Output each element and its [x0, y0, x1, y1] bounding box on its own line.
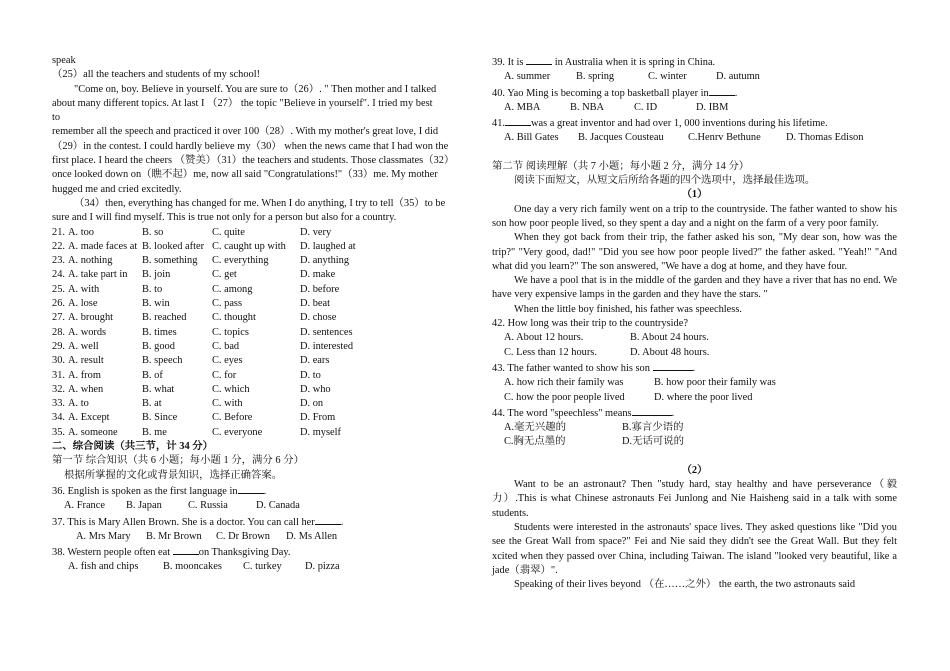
passage-line: （25）all the teachers and students of my school!: [52, 69, 261, 81]
question-36-options: [52, 499, 460, 513]
option-d[interactable]: D. where the poor lived: [654, 391, 753, 403]
option-c[interactable]: C. thought: [212, 312, 256, 324]
subsection-title: 第一节 综合知识（共 6 小题；每小题 1 分，满分 6 分）: [52, 455, 304, 467]
question-number: 23.: [52, 255, 65, 267]
option-c[interactable]: C. Before: [212, 412, 253, 424]
option-d[interactable]: D. laughed at: [300, 240, 356, 252]
option-b[interactable]: B. Jacques Cousteau: [578, 132, 664, 144]
option-b[interactable]: B. spring: [576, 71, 615, 83]
option-d[interactable]: D. very: [300, 226, 332, 238]
question-42-stem: 42. How long was their trip to the countryside?: [492, 318, 688, 330]
option-b[interactable]: B. About 24 hours.: [630, 332, 709, 344]
choice-row: [52, 340, 460, 354]
choice-row: [52, 283, 460, 297]
option-a[interactable]: A. France: [64, 500, 105, 512]
question-38-stem: 38. Western people often eat on Thanksgiving Day.: [52, 544, 460, 560]
option-d[interactable]: D. anything: [300, 255, 350, 267]
option-b[interactable]: B. reached: [142, 312, 187, 324]
option-c[interactable]: C. everyone: [212, 426, 263, 438]
instruction: 根据所掌握的文化或背景知识，选择正确答案。: [64, 469, 283, 481]
option-c[interactable]: C. ID: [634, 101, 658, 113]
option-b[interactable]: B. times: [142, 326, 177, 338]
option-c[interactable]: C. pass: [212, 298, 243, 310]
question-36-stem: 36. English is spoken as the first language in .: [52, 483, 460, 499]
option-b[interactable]: B. speech: [142, 355, 183, 367]
question-39-stem: 39. It is in Australia when it is spring in China.: [492, 54, 897, 70]
option-b[interactable]: B. NBA: [570, 101, 605, 113]
question-number: 33.: [52, 398, 65, 410]
option-c[interactable]: C. quite: [212, 226, 245, 238]
question-40-stem: 40. Yao Ming is becoming a top basketball player in .: [492, 85, 897, 101]
question-37-options: [52, 530, 460, 544]
option-a[interactable]: A. words: [68, 326, 107, 338]
option-a[interactable]: A. brought: [68, 312, 114, 324]
option-b[interactable]: B. something: [142, 255, 198, 267]
right-column: [492, 54, 897, 592]
choice-row: [52, 369, 460, 383]
option-a[interactable]: A. MBA: [504, 101, 541, 113]
option-d[interactable]: D. before: [300, 283, 340, 295]
option-a[interactable]: A.毫无兴趣的: [504, 422, 567, 434]
option-c[interactable]: C. eyes: [212, 355, 243, 367]
option-d[interactable]: D. to: [300, 369, 321, 381]
option-c[interactable]: C. among: [212, 283, 253, 295]
choice-row: [52, 326, 460, 340]
choice-row: [52, 297, 460, 311]
passage-line: （29）in the contest. I could hardly believe my（30） when the news came that I had won the: [52, 140, 449, 152]
question-44-stem: 44. The word "speechless" means .: [492, 405, 897, 421]
question-number: 31.: [52, 369, 65, 381]
question-43-options-1: [492, 376, 897, 390]
passage-line: to: [52, 112, 61, 124]
question-43-options-2: [492, 391, 897, 405]
question-39-options: [492, 70, 897, 84]
option-d[interactable]: D.无话可说的: [622, 436, 685, 448]
option-a[interactable]: A. with: [68, 283, 100, 295]
option-a[interactable]: A. result: [68, 355, 104, 367]
option-d[interactable]: D. IBM: [696, 101, 729, 113]
passage-line: about many different topics. At last I （27） the topic "Believe in yourself". I tried my best: [52, 97, 433, 109]
option-b[interactable]: B. looked after: [142, 240, 205, 252]
option-d[interactable]: D. Ms Allen: [286, 530, 338, 542]
option-d[interactable]: D. sentences: [300, 326, 353, 338]
option-b[interactable]: B. win: [142, 298, 170, 310]
option-a[interactable]: A. well: [68, 340, 99, 352]
option-a[interactable]: A. how rich their family was: [504, 377, 624, 389]
option-a[interactable]: A. lose: [68, 298, 98, 310]
option-c[interactable]: C. Less than 12 hours.: [504, 346, 597, 358]
option-b[interactable]: B. Mr Brown: [146, 530, 202, 542]
option-c[interactable]: C. Russia: [188, 500, 228, 512]
option-a[interactable]: A. Except: [68, 412, 110, 424]
question-number: 25.: [52, 283, 65, 295]
option-b[interactable]: B. me: [142, 426, 167, 438]
option-d[interactable]: D. autumn: [716, 71, 760, 83]
question-number: 34.: [52, 412, 65, 424]
passage-paragraph: Students were interested in the astronauts' space lives. They asked questions like "Did you see the Great Wall from space?" Fei and Nie said they didn't see the Great Wall. But they felt xcited when they passed over China, including Taiwan. The island "looked very beautiful, like a jade（翡翠）".: [492, 521, 897, 576]
choice-row: [52, 383, 460, 397]
passage-line: "Come on, boy. Believe in yourself. You are sure to（26）. " Then mother and I talked: [74, 83, 437, 95]
option-b[interactable]: B. how poor their family was: [654, 377, 776, 389]
option-d[interactable]: D. interested: [300, 340, 354, 352]
option-b[interactable]: B. to: [142, 283, 163, 295]
question-number: 22.: [52, 240, 65, 252]
option-a[interactable]: A. from: [68, 369, 101, 381]
option-c[interactable]: C. winter: [648, 71, 687, 83]
question-42-options-1: [492, 331, 897, 345]
option-c[interactable]: C. turkey: [243, 561, 282, 573]
option-b[interactable]: B. so: [142, 226, 164, 238]
passage-line: remember all the speech and practiced it over 100（28）. With my mother's great love, I did: [52, 126, 439, 138]
cloze-choices: [52, 226, 460, 440]
choice-row: [52, 397, 460, 411]
question-number: 26.: [52, 298, 65, 310]
option-c[interactable]: C. Dr Brown: [216, 530, 270, 542]
option-d[interactable]: D. chose: [300, 312, 337, 324]
passage-line: hugged me and cried excitedly.: [52, 183, 182, 195]
option-a[interactable]: A. made faces at: [68, 240, 138, 252]
option-c[interactable]: C. get: [212, 269, 237, 281]
section-title: 二、综合阅读（共三节，计 34 分）: [52, 441, 214, 453]
passage-line: （34）then, everything has changed for me. When I do anything, I try to tell（35）to be: [74, 197, 446, 209]
passage-paragraph: One day a very rich family went on a trip to the countryside. The father wanted to show his son how poor people lived, so they spent a day and a night on the farm of a very poor family.: [492, 203, 897, 229]
option-b[interactable]: B.寡言少语的: [622, 422, 684, 434]
option-a[interactable]: A. Mrs Mary: [76, 530, 131, 542]
question-number: 29.: [52, 340, 65, 352]
passage-number: （1）: [681, 189, 708, 201]
option-c[interactable]: C. caught up with: [212, 240, 286, 252]
option-c[interactable]: C. bad: [212, 340, 240, 352]
option-c[interactable]: C. topics: [212, 326, 249, 338]
subsection-title: 第二节 阅读理解（共 7 小题；每小题 2 分，满分 14 分）: [492, 160, 750, 172]
question-42-options-2: [492, 346, 897, 360]
option-a[interactable]: A. summer: [504, 71, 551, 83]
option-d[interactable]: D. make: [300, 269, 336, 281]
choice-row: [52, 240, 460, 254]
question-41-options: [492, 131, 897, 145]
question-44-options-1: [492, 421, 897, 435]
option-b[interactable]: B. Since: [142, 412, 178, 424]
passage-paragraph: When the little boy finished, his father was speechless.: [514, 303, 742, 315]
question-number: 24.: [52, 269, 65, 281]
option-c[interactable]: C. everything: [212, 255, 269, 267]
option-a[interactable]: A. Bill Gates: [504, 132, 559, 144]
question-43-stem: 43. The father wanted to show his son .: [492, 360, 897, 376]
option-d[interactable]: D. beat: [300, 298, 331, 310]
left-column: [52, 54, 460, 575]
question-number: 21.: [52, 226, 65, 238]
choice-row: [52, 411, 460, 425]
option-a[interactable]: A. nothing: [68, 255, 113, 267]
option-b[interactable]: B. of: [142, 369, 163, 381]
option-d[interactable]: D. Thomas Edison: [786, 132, 864, 144]
option-d[interactable]: D. From: [300, 412, 336, 424]
question-38-options: [52, 560, 460, 574]
choice-row: [52, 311, 460, 325]
question-number: 27.: [52, 312, 65, 324]
question-44-options-2: [492, 435, 897, 449]
option-a[interactable]: A. take part in: [68, 269, 128, 281]
passage-paragraph: Want to be an astronaut? Then "study hard, stay healthy and have perseverance（毅力）.This is what Chinese astronauts Fei Junlong and Nie Haisheng said in a talk with some students.: [492, 479, 897, 519]
option-d[interactable]: D. About 48 hours.: [630, 346, 710, 358]
option-a[interactable]: A. fish and chips: [68, 561, 139, 573]
option-d[interactable]: D. pizza: [305, 561, 340, 573]
question-number: 30.: [52, 355, 65, 367]
option-b[interactable]: B. join: [142, 269, 171, 281]
passage-line: once looked down on（瞧不起）me, now all said "Congratulations!"（33）me. My mother: [52, 169, 438, 181]
option-c[interactable]: C.胸无点墨的: [504, 436, 566, 448]
passage-number: （2）: [681, 464, 708, 476]
passage-line: first place. I heard the cheers （赞美）（31）the teachers and students. Those classmates（32）: [52, 155, 455, 167]
question-number: 35.: [52, 426, 65, 438]
option-c[interactable]: C. which: [212, 383, 250, 395]
passage-paragraph: When they got back from their trip, the father asked his son, "My dear son, how was the trip?" "Very good, dad!" "Did you see how poor people lived?" the father asked. "Yeah!" "And what did you learn?" The son answered, "We have a dog at home, and they have four.: [492, 232, 897, 272]
question-37-stem: 37. This is Mary Allen Brown. She is a doctor. You can call her .: [52, 514, 460, 530]
passage-line: speak: [52, 55, 76, 66]
option-a[interactable]: A. someone: [68, 426, 118, 438]
option-c[interactable]: C. with: [212, 398, 243, 410]
choice-row: [52, 268, 460, 282]
passage-line: sure and I will find myself. This is true not only for a person but also for a country.: [52, 212, 397, 224]
choice-row: [52, 354, 460, 368]
option-b[interactable]: B. good: [142, 340, 175, 352]
option-d[interactable]: D. myself: [300, 426, 341, 438]
option-b[interactable]: B. at: [142, 398, 162, 410]
option-b[interactable]: B. mooncakes: [163, 561, 222, 573]
option-b[interactable]: B. what: [142, 383, 175, 395]
option-a[interactable]: A. to: [68, 398, 89, 410]
option-d[interactable]: D. on: [300, 398, 324, 410]
passage-paragraph: Speaking of their lives beyond （在……之外） the earth, the two astronauts said: [514, 579, 856, 591]
option-c[interactable]: C. how the poor people lived: [504, 391, 625, 403]
question-41-stem: 41. was a great inventor and had over 1, 000 inventions during his lifetime.: [492, 115, 897, 131]
instruction: 阅读下面短文，从短文后所给各题的四个选项中，选择最佳选项。: [514, 175, 816, 187]
option-a[interactable]: A. too: [68, 226, 94, 238]
choice-row: [52, 426, 460, 440]
passage-paragraph: We have a pool that is in the middle of the garden and they have a river that has no end. We have very expensive lamps in the garden and they have the stars. ": [492, 275, 897, 301]
option-b[interactable]: B. Japan: [126, 500, 162, 512]
option-d[interactable]: D. Canada: [256, 500, 300, 512]
option-a[interactable]: A. when: [68, 383, 104, 395]
choice-row: [52, 254, 460, 268]
question-number: 28.: [52, 326, 65, 338]
option-d[interactable]: D. who: [300, 383, 331, 395]
question-40-options: [492, 101, 897, 115]
option-a[interactable]: A. About 12 hours.: [504, 332, 584, 344]
option-c[interactable]: C. for: [212, 369, 237, 381]
choice-row: [52, 226, 460, 240]
question-number: 32.: [52, 383, 65, 395]
option-d[interactable]: D. ears: [300, 355, 330, 367]
option-c[interactable]: C.Henrv Bethune: [688, 132, 761, 144]
